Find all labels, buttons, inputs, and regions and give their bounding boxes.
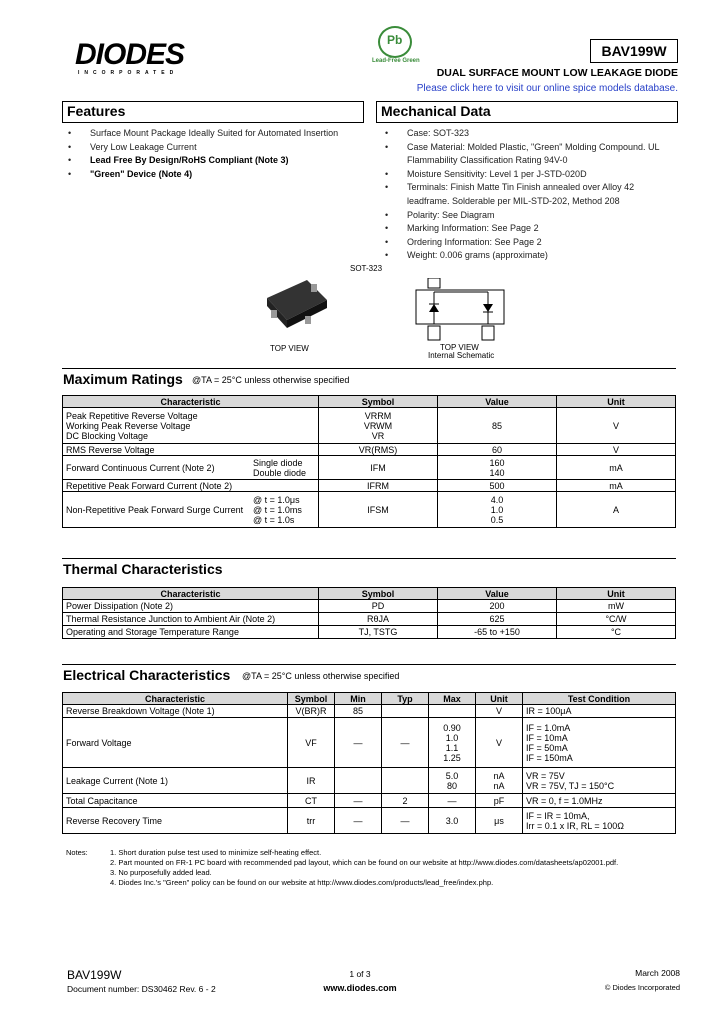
top-view-left-label: TOP VIEW <box>270 344 309 353</box>
list-item: • Ordering Information: See Page 2 <box>407 236 672 250</box>
table-row <box>63 768 676 794</box>
min-cell: — <box>335 718 382 768</box>
thermal-title: Thermal Characteristics <box>63 561 223 577</box>
bullet-icon: • <box>68 155 72 166</box>
top-view-right-label: TOP VIEW <box>440 343 479 352</box>
symbol-cell: RθJA <box>319 613 438 626</box>
bullet-icon: • <box>385 141 389 152</box>
max-ratings-table <box>62 395 676 528</box>
note-item: 4. Diodes Inc.'s "Green" policy can be found on our website at http://www.diodes.com/products/lead_free/index.php. <box>110 878 494 887</box>
unit-cell: V <box>476 718 523 768</box>
table-header-row <box>63 693 676 705</box>
table-header-row <box>63 396 676 408</box>
pb-label: Pb <box>387 33 403 47</box>
unit-cell: μs <box>476 808 523 834</box>
mechanical-title: Mechanical Data <box>381 103 491 119</box>
column-header: Symbol <box>319 396 438 408</box>
value-cell: -65 to +150 <box>438 626 557 639</box>
bullet-icon: • <box>385 209 389 220</box>
subcondition-cell <box>250 480 319 492</box>
characteristic-cell: Total Capacitance <box>63 794 288 808</box>
column-header: Characteristic <box>63 588 319 600</box>
mechanical-list <box>385 127 672 263</box>
company-logo-sub: INCORPORATED <box>78 70 179 76</box>
min-cell: 85 <box>335 705 382 718</box>
list-item: • Case: SOT-323 <box>407 127 672 141</box>
symbol-cell: IFRM <box>319 480 438 492</box>
unit-cell: V <box>557 444 676 456</box>
internal-schematic <box>410 278 510 346</box>
column-header: Unit <box>557 588 676 600</box>
max-cell: 0.90 1.0 1.1 1.25 <box>429 718 476 768</box>
column-header: Symbol <box>319 588 438 600</box>
bullet-icon: • <box>385 168 389 179</box>
bullet-icon: • <box>385 236 389 247</box>
electrical-title: Electrical Characteristics <box>63 667 231 683</box>
column-header: Value <box>438 396 557 408</box>
unit-cell: V <box>476 705 523 718</box>
unit-cell: nA nA <box>476 768 523 794</box>
unit-cell: °C/W <box>557 613 676 626</box>
column-header: Value <box>438 588 557 600</box>
table-row <box>63 456 676 480</box>
characteristic-cell: Power Dissipation (Note 2) <box>63 600 319 613</box>
electrical-table <box>62 692 676 834</box>
column-header: Test Condition <box>523 693 676 705</box>
unit-cell: pF <box>476 794 523 808</box>
footer-copyright: © Diodes Incorporated <box>604 983 680 992</box>
characteristic-cell: Operating and Storage Temperature Range <box>63 626 319 639</box>
max-cell: 3.0 <box>429 808 476 834</box>
value-cell: 85 <box>438 408 557 444</box>
schematic-label: Internal Schematic <box>428 351 495 360</box>
company-logo: DIODES <box>75 38 185 71</box>
bullet-icon: • <box>385 250 389 261</box>
unit-cell: mW <box>557 600 676 613</box>
document-subtitle: DUAL SURFACE MOUNT LOW LEAKAGE DIODE <box>436 67 678 79</box>
subcondition-cell <box>250 444 319 456</box>
list-item: • Moisture Sensitivity: Level 1 per J-STD-020D <box>407 168 672 182</box>
bullet-icon: • <box>385 128 389 138</box>
typ-cell <box>382 705 429 718</box>
bullet-icon: • <box>385 182 389 193</box>
characteristic-cell: Reverse Recovery Time <box>63 808 288 834</box>
table-row <box>63 480 676 492</box>
column-header: Characteristic <box>63 396 319 408</box>
footer-website-link[interactable]: www.diodes.com <box>323 983 397 993</box>
lead-free-label: Lead-Free Green <box>372 58 420 64</box>
bullet-icon: • <box>68 168 72 179</box>
symbol-cell: IFSM <box>319 492 438 528</box>
test-condition-cell: VR = 75V VR = 75V, TJ = 150°C <box>523 768 676 794</box>
test-condition-cell: IF = 1.0mA IF = 10mA IF = 50mA IF = 150mA <box>523 718 676 768</box>
max-cell <box>429 705 476 718</box>
list-item: • "Green" Device (Note 4) <box>90 168 365 182</box>
column-header: Unit <box>476 693 523 705</box>
max-cell: — <box>429 794 476 808</box>
list-item: • Very Low Leakage Current <box>90 141 365 155</box>
electrical-rule <box>62 664 676 665</box>
column-header: Unit <box>557 396 676 408</box>
min-cell: — <box>335 794 382 808</box>
symbol-cell: VF <box>288 718 335 768</box>
symbol-cell: VRRM VRWM VR <box>319 408 438 444</box>
symbol-cell: TJ, TSTG <box>319 626 438 639</box>
column-header: Characteristic <box>63 693 288 705</box>
footer-date: March 2008 <box>635 968 680 978</box>
table-row <box>63 718 676 768</box>
characteristic-cell: Forward Continuous Current (Note 2) <box>63 456 251 480</box>
unit-cell: mA <box>557 480 676 492</box>
part-number: BAV199W <box>590 39 678 63</box>
characteristic-cell: Repetitive Peak Forward Current (Note 2) <box>63 480 251 492</box>
typ-cell: — <box>382 808 429 834</box>
symbol-cell: IFM <box>319 456 438 480</box>
min-cell: — <box>335 808 382 834</box>
value-cell: 500 <box>438 480 557 492</box>
value-cell: 4.0 1.0 0.5 <box>438 492 557 528</box>
table-row <box>63 408 676 444</box>
typ-cell: — <box>382 718 429 768</box>
table-row <box>63 794 676 808</box>
footer-document-number: Document number: DS30462 Rev. 6 - 2 <box>67 984 216 994</box>
list-item: • Terminals: Finish Matte Tin Finish annealed over Alloy 42 leadframe. Solderable per MIL-STD-202, Method 208 <box>385 182 635 206</box>
table-header-row <box>63 588 676 600</box>
sot-label: SOT-323 <box>350 264 383 273</box>
bullet-icon: • <box>68 141 72 152</box>
table-row <box>63 492 676 528</box>
package-drawing <box>255 270 335 340</box>
max-cell: 5.0 80 <box>429 768 476 794</box>
symbol-cell: IR <box>288 768 335 794</box>
characteristic-cell: Forward Voltage <box>63 718 288 768</box>
value-cell: 160 140 <box>438 456 557 480</box>
list-item: • Surface Mount Package Ideally Suited for Automated Insertion <box>90 127 365 141</box>
thermal-rule <box>62 558 676 559</box>
max-ratings-condition: @TA = 25°C unless otherwise specified <box>192 375 350 385</box>
table-row <box>63 600 676 613</box>
diode-left-icon <box>429 304 439 312</box>
thermal-table <box>62 587 676 639</box>
typ-cell <box>382 768 429 794</box>
column-header: Typ <box>382 693 429 705</box>
value-cell: 625 <box>438 613 557 626</box>
table-row <box>63 705 676 718</box>
unit-cell: °C <box>557 626 676 639</box>
test-condition-cell: VR = 0, f = 1.0MHz <box>523 794 676 808</box>
min-cell <box>335 768 382 794</box>
unit-cell: V <box>557 408 676 444</box>
table-row <box>63 626 676 639</box>
features-list <box>68 127 365 181</box>
table-row <box>63 613 676 626</box>
symbol-cell: CT <box>288 794 335 808</box>
bullet-icon: • <box>385 223 389 234</box>
characteristic-cell: Leakage Current (Note 1) <box>63 768 288 794</box>
unit-cell: mA <box>557 456 676 480</box>
subcondition-cell: Single diode Double diode <box>250 456 319 480</box>
table-row <box>63 444 676 456</box>
list-item: • Weight: 0.006 grams (approximate) <box>407 249 672 263</box>
test-condition-cell: IF = IR = 10mA, Irr = 0.1 x IR, RL = 100Ω <box>523 808 676 834</box>
note-item: 1. Short duration pulse test used to minimize self-heating effect. <box>110 848 322 857</box>
symbol-cell: V(BR)R <box>288 705 335 718</box>
notes-label: Notes: <box>66 848 88 857</box>
note-item: 2. Part mounted on FR-1 PC board with recommended pad layout, which can be found on our website at http://www.diodes.com/datasheets/ap02001.pdf. <box>110 858 619 867</box>
electrical-condition: @TA = 25°C unless otherwise specified <box>242 671 400 681</box>
test-condition-cell: IR = 100μA <box>523 705 676 718</box>
footer-part-number: BAV199W <box>67 968 122 982</box>
table-row <box>63 808 676 834</box>
characteristic-cell: Peak Repetitive Reverse Voltage Working Peak Reverse Voltage DC Blocking Voltage <box>63 408 251 444</box>
subcondition-cell: @ t = 1.0μs @ t = 1.0ms @ t = 1.0s <box>250 492 319 528</box>
characteristic-cell: Non-Repetitive Peak Forward Surge Current <box>63 492 251 528</box>
bullet-icon: • <box>68 128 72 138</box>
max-ratings-title: Maximum Ratings <box>63 371 183 387</box>
column-header: Min <box>335 693 382 705</box>
typ-cell: 2 <box>382 794 429 808</box>
value-cell: 60 <box>438 444 557 456</box>
footer-page-number: 1 of 3 <box>349 969 371 979</box>
list-item: • Marking Information: See Page 2 <box>407 222 672 236</box>
list-item: • Case Material: Molded Plastic, "Green" Molding Compound. UL Flammability Classification Rating 94V-0 <box>385 141 660 166</box>
column-header: Symbol <box>288 693 335 705</box>
unit-cell: A <box>557 492 676 528</box>
diode-right-icon <box>483 304 493 312</box>
characteristic-cell: Thermal Resistance Junction to Ambient Air (Note 2) <box>63 613 319 626</box>
spice-models-link[interactable]: Please click here to visit our online spice models database. <box>416 83 678 94</box>
list-item: • Polarity: See Diagram <box>407 209 672 223</box>
note-item: 3. No purposefully added lead. <box>110 868 212 877</box>
subcondition-cell <box>250 408 319 444</box>
symbol-cell: trr <box>288 808 335 834</box>
characteristic-cell: RMS Reverse Voltage <box>63 444 251 456</box>
max-ratings-rule <box>62 368 676 369</box>
column-header: Max <box>429 693 476 705</box>
value-cell: 200 <box>438 600 557 613</box>
symbol-cell: VR(RMS) <box>319 444 438 456</box>
characteristic-cell: Reverse Breakdown Voltage (Note 1) <box>63 705 288 718</box>
features-title: Features <box>67 103 126 119</box>
list-item: • Lead Free By Design/RoHS Compliant (Note 3) <box>90 154 365 168</box>
symbol-cell: PD <box>319 600 438 613</box>
